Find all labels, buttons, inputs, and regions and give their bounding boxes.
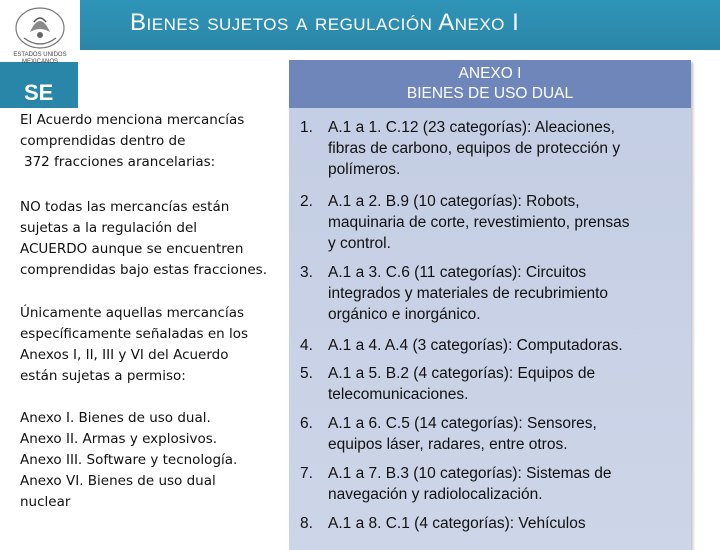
- paragraph-not-all: [20, 197, 300, 281]
- text-line: están sujetas a permiso:: [20, 368, 186, 384]
- text-line: NO todas las mercancías están: [20, 199, 230, 215]
- logo: [0, 0, 80, 65]
- item-line: integrados y materiales de recubrimiento: [328, 285, 608, 302]
- item-number: 3.: [300, 264, 313, 281]
- coat-of-arms-icon: [6, 2, 74, 52]
- item-line: A.1 a 6. C.5 (14 categorías): Sensores,: [328, 415, 597, 432]
- text-line: nuclear: [20, 494, 71, 510]
- panel-subtitle: BIENES DE USO DUAL: [406, 85, 574, 102]
- item-line: A.1 a 1. C.12 (23 categorías): Aleaciones,: [328, 119, 615, 136]
- item-number: 2.: [300, 193, 313, 210]
- text-line: Anexo III. Software y tecnología.: [20, 452, 238, 468]
- item-line: A.1 a 4. A.4 (3 categorías): Computadoras.: [328, 337, 623, 354]
- text-line: sujetas a la regulación del: [20, 220, 198, 236]
- text-line: Únicamente aquellas mercancías: [20, 305, 245, 321]
- panel-title: ANEXO I: [458, 65, 522, 82]
- item-line: y control.: [328, 235, 391, 252]
- text-line: Anexo II. Armas y explosivos.: [20, 431, 218, 447]
- item-text: [328, 513, 678, 534]
- text-line: Anexos I, II, III y VI del Acuerdo: [20, 347, 229, 363]
- text-line: ACUERDO aunque se encuentren: [20, 241, 244, 257]
- item-text: [328, 335, 678, 356]
- text-line: específicamente señaladas en los: [20, 326, 249, 342]
- page-title: Bienes sujetos a regulación Anexo I: [130, 9, 520, 36]
- logo-caption: ESTADOS UNIDOS MEXICANOS: [13, 52, 67, 65]
- item-text: [328, 262, 678, 325]
- item-line: orgánico e inorgánico.: [328, 306, 481, 323]
- item-line: telecomunicaciones.: [328, 386, 469, 403]
- item-line: equipos láser, radares, entre otros.: [328, 436, 568, 453]
- item-line: maquinaria de corte, revestimiento, prensas: [328, 214, 630, 231]
- panel-header: [289, 60, 691, 108]
- item-line: A.1 a 3. C.6 (11 categorías): Circuitos: [328, 264, 587, 281]
- text-line: Anexo VI. Bienes de uso dual: [20, 473, 216, 489]
- item-line: polímeros.: [328, 161, 401, 178]
- header-band: [0, 0, 720, 50]
- item-text: [328, 191, 678, 254]
- text-line: El Acuerdo menciona mercancías: [20, 112, 245, 128]
- text-line: comprendidas dentro de: [20, 133, 186, 149]
- item-line: navegación y radiolocalización.: [328, 486, 543, 503]
- item-text: [328, 117, 678, 180]
- item-line: A.1 a 5. B.2 (4 categorías): Equipos de: [328, 365, 596, 382]
- item-number: 5.: [300, 365, 313, 382]
- annex-panel: [289, 60, 691, 550]
- item-number: 1.: [300, 119, 313, 136]
- item-line: A.1 a 8. C.1 (4 categorías): Vehículos: [328, 515, 586, 532]
- item-number: 4.: [300, 337, 313, 354]
- item-line: A.1 a 2. B.9 (10 categorías): Robots,: [328, 193, 580, 210]
- text-line: Anexo I. Bienes de uso dual.: [20, 410, 211, 426]
- item-number: 6.: [300, 415, 313, 432]
- paragraph-intro: [20, 110, 288, 173]
- item-text: [328, 363, 678, 405]
- item-line: fibras de carbono, equipos de protección y: [328, 140, 621, 157]
- text-line: 372 fracciones arancelarias:: [24, 154, 216, 170]
- text-line: comprendidas bajo estas fracciones.: [20, 262, 267, 278]
- item-text: [328, 463, 678, 505]
- item-line: A.1 a 7. B.3 (10 categorías): Sistemas de: [328, 465, 612, 482]
- paragraph-annex-list: [20, 408, 288, 513]
- paragraph-only-those: [20, 303, 288, 387]
- item-number: 8.: [300, 515, 313, 532]
- org-label: SE: [24, 80, 54, 105]
- item-text: [328, 413, 678, 455]
- item-number: 7.: [300, 465, 313, 482]
